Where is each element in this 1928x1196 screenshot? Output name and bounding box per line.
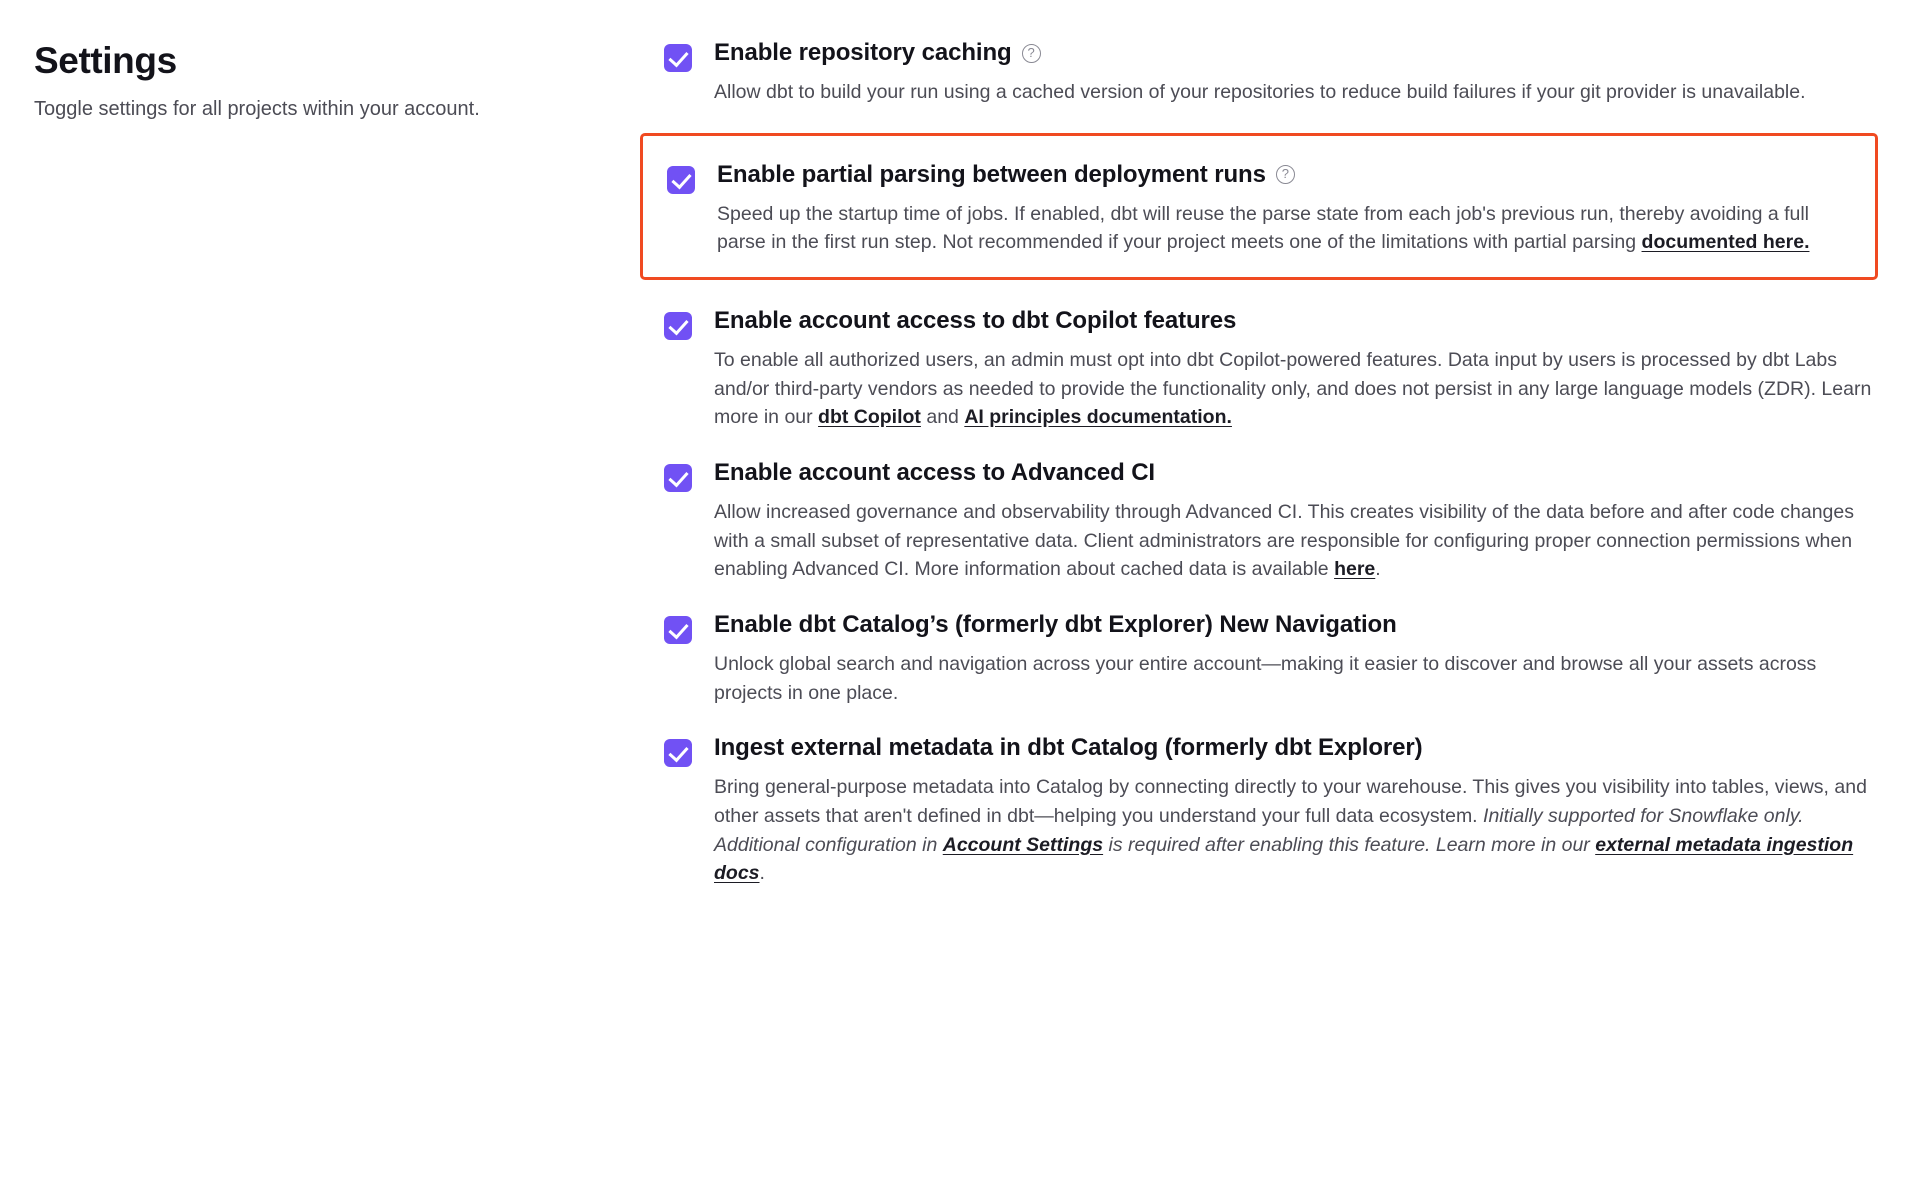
question-mark-glyph: ? xyxy=(1281,166,1289,182)
setting-description-text: Allow dbt to build your run using a cached version of your repositories to reduce build failures if your git provider is unavailable. xyxy=(714,81,1806,103)
setting-row-partial-parsing xyxy=(640,133,1878,280)
setting-row-ingest-external-metadata xyxy=(664,733,1888,888)
setting-body-dbt-copilot xyxy=(714,306,1888,432)
setting-title-label: Enable partial parsing between deployment runs xyxy=(717,160,1266,188)
setting-description-emphasis xyxy=(943,834,1103,856)
setting-title-advanced-ci xyxy=(714,458,1888,488)
setting-description-text: Bring general-purpose metadata into Catalog by connecting directly to your warehouse. This gives you visibility into tables, views, and other assets that aren't defined in dbt—helping you understand your full data ecosystem. xyxy=(714,776,1867,827)
question-circle-icon[interactable] xyxy=(1022,44,1041,63)
setting-link[interactable]: documented here. xyxy=(1641,231,1810,254)
setting-link[interactable]: external metadata ingestion docs xyxy=(714,833,1854,885)
checkbox-dbt-copilot[interactable] xyxy=(664,312,692,340)
setting-title-catalog-new-navigation xyxy=(714,610,1888,640)
setting-link[interactable]: here xyxy=(1334,558,1376,581)
setting-title-dbt-copilot xyxy=(714,306,1888,336)
settings-header xyxy=(34,34,664,914)
setting-row-advanced-ci xyxy=(664,458,1888,584)
setting-description-text: Allow increased governance and observability through Advanced CI. This creates visibility of the data before and after code changes with a small subset of representative data. Client administrators are responsible for configuring proper connection permissions when enabling Advanced CI. More information about cached data is available xyxy=(714,500,1854,581)
setting-row-repository-caching xyxy=(664,38,1888,107)
setting-title-label: Enable account access to dbt Copilot features xyxy=(714,306,1237,334)
checkbox-advanced-ci[interactable] xyxy=(664,464,692,492)
setting-row-dbt-copilot xyxy=(664,306,1888,432)
page-subtitle: Toggle settings for all projects within your account. xyxy=(34,98,480,120)
checkbox-partial-parsing[interactable] xyxy=(667,166,695,194)
setting-title-label: Ingest external metadata in dbt Catalog (formerly dbt Explorer) xyxy=(714,734,1423,762)
setting-body-advanced-ci xyxy=(714,458,1888,584)
settings-list xyxy=(664,34,1888,914)
setting-description-ingest-external-metadata xyxy=(714,773,1888,888)
setting-title-label: Enable dbt Catalog’s (formerly dbt Explorer) New Navigation xyxy=(714,610,1397,638)
setting-title-ingest-external-metadata xyxy=(714,733,1888,763)
setting-description-emphasis: Initially supported for Snowflake only. Additional configuration in xyxy=(714,804,1804,856)
setting-body-ingest-external-metadata xyxy=(714,733,1888,888)
checkbox-catalog-new-navigation[interactable] xyxy=(664,616,692,644)
setting-description-text: To enable all authorized users, an admin must opt into dbt Copilot-powered features. Data input by users is processed by dbt Labs and/or third-party vendors as needed to provide the functionality only, and does not persist in any large language models (ZDR). Learn more in our xyxy=(714,348,1872,429)
setting-description-partial-parsing xyxy=(717,200,1853,257)
setting-description-catalog-new-navigation xyxy=(714,650,1888,707)
setting-link[interactable]: Account Settings xyxy=(942,833,1104,856)
checkbox-ingest-external-metadata[interactable] xyxy=(664,739,692,767)
setting-link[interactable]: dbt Copilot xyxy=(818,406,921,429)
page-title: Settings xyxy=(34,40,177,81)
setting-title-label: Enable repository caching xyxy=(714,39,1012,66)
setting-description-emphasis: is required after enabling this feature. Learn more in our xyxy=(1103,833,1596,856)
setting-title-repository-caching xyxy=(714,38,1888,68)
setting-body-catalog-new-navigation xyxy=(714,610,1888,707)
setting-row-catalog-new-navigation xyxy=(664,610,1888,707)
setting-title-partial-parsing xyxy=(717,160,1853,190)
setting-body-partial-parsing xyxy=(717,160,1853,257)
setting-description-text: . xyxy=(759,862,765,885)
setting-description-dbt-copilot xyxy=(714,346,1888,432)
setting-description-text: and xyxy=(920,406,965,429)
question-mark-glyph: ? xyxy=(1027,44,1035,60)
setting-description-text: . xyxy=(1375,558,1381,581)
setting-description-text: Unlock global search and navigation across your entire account—making it easier to discover and browse all your assets across projects in one place. xyxy=(714,652,1817,704)
setting-description-repository-caching xyxy=(714,78,1888,107)
setting-body-repository-caching xyxy=(714,38,1888,107)
question-circle-icon[interactable] xyxy=(1276,165,1295,184)
setting-title-label: Enable account access to Advanced CI xyxy=(714,458,1155,486)
setting-link[interactable]: AI principles documentation. xyxy=(964,406,1232,429)
setting-description-advanced-ci xyxy=(714,498,1888,584)
checkbox-repository-caching[interactable] xyxy=(664,44,692,72)
setting-description-text: Speed up the startup time of jobs. If enabled, dbt will reuse the parse state from each job's previous run, thereby avoiding a full parse in the first run step. Not recommended if your project meets one of the limitations with partial parsing xyxy=(717,202,1810,254)
